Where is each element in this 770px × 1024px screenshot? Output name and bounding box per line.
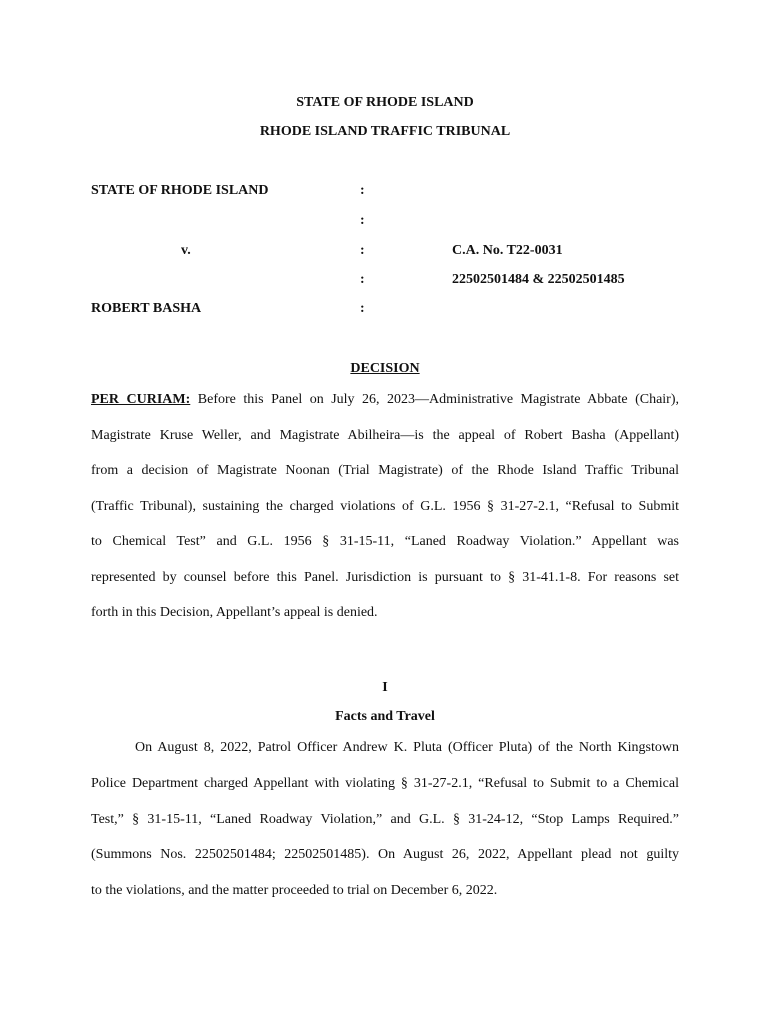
paragraph-line: Test,” § 31-15-11, “Laned Roadway Violation,” and G.L. § 31-24-12, “Stop Lamps Required.” bbox=[91, 812, 679, 827]
paragraph-line: from a decision of Magistrate Noonan (Trial Magistrate) of the Rhode Island Traffic Tribunal bbox=[91, 463, 679, 478]
caption-colon: : bbox=[360, 301, 365, 316]
caption-colon: : bbox=[360, 183, 365, 198]
summons-numbers: 22502501484 & 22502501485 bbox=[452, 272, 625, 287]
caption-colon: : bbox=[360, 243, 365, 258]
paragraph-line: forth in this Decision, Appellant’s appeal is denied. bbox=[91, 605, 378, 620]
court-state-heading: STATE OF RHODE ISLAND bbox=[296, 95, 474, 110]
plaintiff-name: STATE OF RHODE ISLAND bbox=[91, 183, 269, 198]
paragraph-line: Police Department charged Appellant with violating § 31-27-2.1, “Refusal to Submit to a Chemical bbox=[91, 776, 679, 791]
court-tribunal-heading: RHODE ISLAND TRAFFIC TRIBUNAL bbox=[259, 124, 511, 139]
paragraph-line: On August 8, 2022, Patrol Officer Andrew K. Pluta (Officer Pluta) of the North Kingstown bbox=[135, 740, 679, 755]
versus-label: v. bbox=[181, 243, 191, 258]
paragraph-line: to the violations, and the matter proceeded to trial on December 6, 2022. bbox=[91, 883, 498, 898]
paragraph-line: Magistrate Kruse Weller, and Magistrate Abilheira—is the appeal of Robert Basha (Appellant) bbox=[91, 428, 679, 443]
paragraph-line-text: Before this Panel on July 26, 2023—Administrative Magistrate Abbate (Chair), bbox=[190, 392, 680, 407]
caption-colon: : bbox=[360, 213, 365, 228]
case-number: C.A. No. T22-0031 bbox=[452, 243, 563, 258]
decision-title: DECISION bbox=[350, 361, 420, 376]
caption-colon: : bbox=[360, 272, 365, 287]
section-numeral: I bbox=[382, 680, 388, 695]
paragraph-line: to Chemical Test” and G.L. 1956 § 31-15-11, “Laned Roadway Violation.” Appellant was bbox=[91, 534, 679, 549]
paragraph-line bbox=[91, 391, 679, 409]
paragraph-line: represented by counsel before this Panel. Jurisdiction is pursuant to § 31-41.1-8. For reasons set bbox=[91, 570, 679, 585]
paragraph-line: (Traffic Tribunal), sustaining the charged violations of G.L. 1956 § 31-27-2.1, “Refusal to Submit bbox=[91, 499, 679, 514]
defendant-name: ROBERT BASHA bbox=[91, 301, 202, 316]
per-curiam-label: PER CURIAM: bbox=[91, 392, 191, 407]
paragraph-line: (Summons Nos. 22502501484; 22502501485). On August 26, 2022, Appellant plead not guilty bbox=[91, 847, 679, 862]
section-heading: Facts and Travel bbox=[335, 709, 435, 724]
